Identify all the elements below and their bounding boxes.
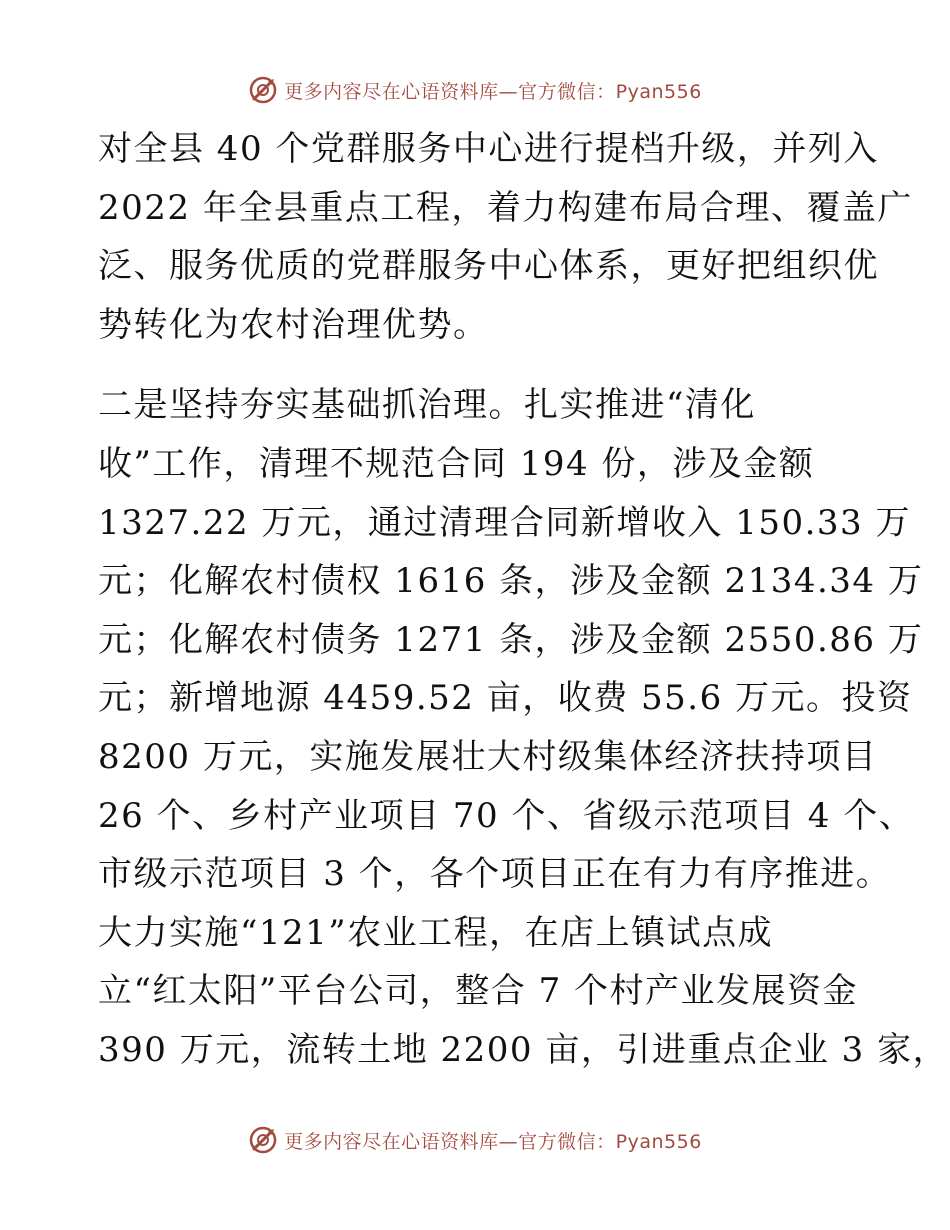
text-line: 2022 年全县重点工程，着力构建布局合理、覆盖广 bbox=[98, 187, 913, 228]
text-line: 市级示范项目 3 个，各个项目正在有力有序推进。 bbox=[98, 854, 892, 895]
text-line: 泛、服务优质的党群服务中心体系，更好把组织优 bbox=[98, 246, 879, 287]
text-line: 元；化解农村债务 1271 条，涉及金额 2550.86 万 bbox=[98, 619, 924, 660]
text-line: 1327.22 万元，通过清理合同新增收入 150.33 万 bbox=[98, 502, 911, 543]
text-line: 元；化解农村债权 1616 条，涉及金额 2134.34 万 bbox=[98, 561, 924, 602]
logo-icon bbox=[248, 75, 278, 105]
paragraph bbox=[98, 120, 913, 354]
paragraph-gap bbox=[98, 354, 858, 376]
text-line: 对全县 40 个党群服务中心进行提档升级，并列入 bbox=[98, 129, 879, 169]
text-line: 元；新增地源 4459.52 亩，收费 55.6 万元。投资 bbox=[98, 678, 913, 719]
banner-text: 更多内容尽在心语资料库—官方微信：Pyan556 bbox=[284, 1130, 702, 1153]
banner-text: 更多内容尽在心语资料库—官方微信：Pyan556 bbox=[284, 80, 702, 103]
text-line: 收”工作，清理不规范合同 194 份，涉及金额 bbox=[98, 443, 815, 484]
text-line: 大力实施“121”农业工程，在店上镇试点成 bbox=[98, 912, 774, 953]
text-line: 390 万元，流转土地 2200 亩，引进重点企业 3 家， bbox=[98, 1029, 949, 1070]
document-body bbox=[98, 120, 949, 1080]
text-line: 26 个、乡村产业项目 70 个、省级示范项目 4 个、 bbox=[98, 795, 915, 836]
header-watermark bbox=[0, 70, 950, 110]
text-line: 势转化为农村治理优势。 bbox=[98, 304, 489, 345]
text-line: 立“红太阳”平台公司，整合 7 个村产业发展资金 bbox=[98, 971, 859, 1012]
text-line: 二是坚持夯实基础抓治理。扎实推进“清化 bbox=[98, 385, 756, 426]
text-line: 8200 万元，实施发展壮大村级集体经济扶持项目 bbox=[98, 736, 878, 777]
logo-icon bbox=[248, 1125, 278, 1155]
paragraph bbox=[98, 376, 949, 1079]
footer-watermark bbox=[0, 1120, 950, 1160]
